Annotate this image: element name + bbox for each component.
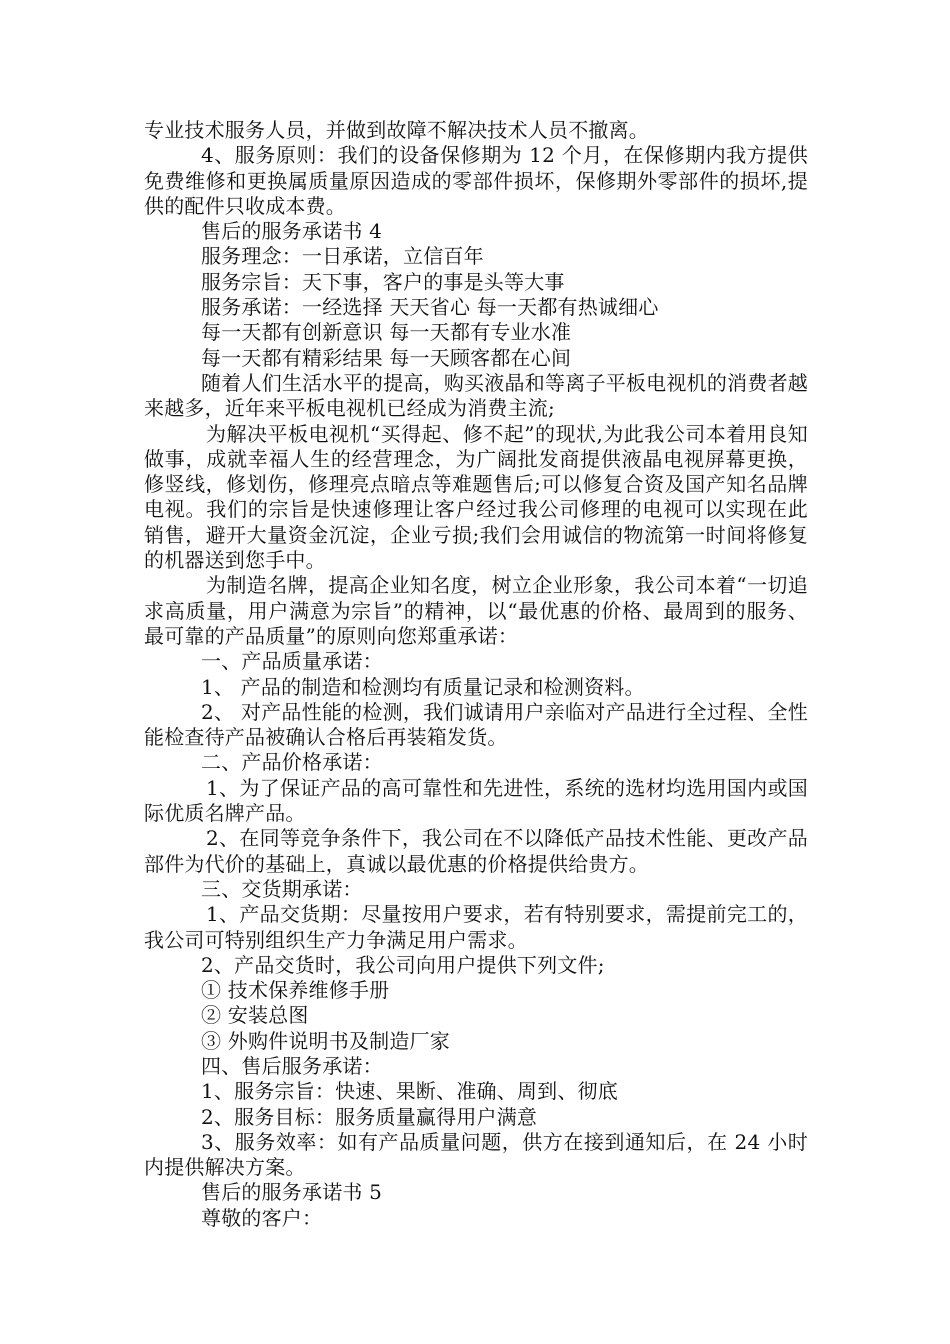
section-heading-after-sales: 四、售后服务承诺： bbox=[201, 1053, 383, 1078]
list-item-quality-2: 2、 对产品性能的检测，我们诚请用户亲临对产品进行全过程、全性能检查待产品被确认合格后再装箱发货。 bbox=[144, 699, 808, 750]
section-heading-price: 二、产品价格承诺： bbox=[201, 750, 383, 775]
list-item-after-sales-2: 2、服务目标：服务质量赢得用户满意 bbox=[201, 1104, 538, 1129]
document-list-item-3: ③ 外购件说明书及制造厂家 bbox=[201, 1028, 450, 1053]
paragraph-service-principle: 4、服务原则：我们的设备保修期为 12 个月，在保修期内我方提供免费维修和更换属质量原因造成的零部件损坏，保修期外零部件的损坏,提供的配件只收成本费。 bbox=[144, 143, 808, 218]
list-item-quality-1: 1、 产品的制造和检测均有质量记录和检测资料。 bbox=[201, 674, 645, 699]
section-heading-quality: 一、产品质量承诺： bbox=[201, 649, 383, 674]
paragraph-brand-commitment: 为制造名牌，提高企业知名度，树立企业形象，我公司本着“一切追求高质量，用户满意为宗旨”的精神，以“最优惠的价格、最周到的服务、最可靠的产品质量”的原则向您郑重承诺： bbox=[144, 573, 808, 648]
list-item-delivery-1: 1、产品交货期：尽量按用户要求，若有特别要求，需提前完工的，我公司可特别组织生产力争满足用户需求。 bbox=[144, 902, 808, 952]
section-heading-commitment-4: 售后的服务承诺书 4 bbox=[201, 219, 383, 244]
paragraph-market-background: 随着人们生活水平的提高，购买液晶和等离子平板电视机的消费者越来越多，近年来平板电视机已经成为消费主流; bbox=[144, 370, 808, 421]
document-list-item-1: ① 技术保养维修手册 bbox=[201, 978, 390, 1003]
list-item-after-sales-3: 3、服务效率：如有产品质量问题，供方在接到通知后，在 24 小时内提供解决方案。 bbox=[144, 1129, 808, 1180]
paragraph-service-philosophy: 服务理念：一日承诺，立信百年 bbox=[201, 244, 484, 269]
document-list-item-2: ② 安装总图 bbox=[201, 1003, 309, 1028]
salutation: 尊敬的客户： bbox=[201, 1205, 323, 1230]
paragraph-promise-line-2: 每一天都有创新意识 每一天都有专业水准 bbox=[201, 320, 572, 345]
list-item-delivery-2: 2、产品交货时，我公司向用户提供下列文件; bbox=[201, 952, 605, 977]
section-heading-delivery: 三、交货期承诺： bbox=[201, 876, 363, 901]
document-body bbox=[144, 118, 808, 1231]
section-heading-commitment-5: 售后的服务承诺书 5 bbox=[201, 1180, 383, 1205]
list-item-price-2: 2、在同等竞争条件下，我公司在不以降低产品技术性能、更改产品部件为代价的基础上，真诚以最优惠的价格提供给贵方。 bbox=[144, 826, 808, 876]
list-item-price-1: 1、为了保证产品的高可靠性和先进性，系统的选材均选用国内或国际优质名牌产品。 bbox=[144, 775, 808, 826]
paragraph-promise-line-3: 每一天都有精彩结果 每一天顾客都在心间 bbox=[201, 345, 572, 370]
paragraph-service-purpose: 服务宗旨：天下事，客户的事是头等大事 bbox=[201, 269, 565, 294]
paragraph-service-promise: 服务承诺：一经选择 天天省心 每一天都有热诚细心 bbox=[201, 295, 659, 320]
paragraph-repair-service: 为解决平板电视机“买得起、修不起”的现状,为此我公司本着用良知做事，成就幸福人生的经营理念，为广阔批发商提供液晶电视屏幕更换，修竖线，修划伤，修理亮点暗点等难题售后;可以修复合资及国产知名品牌电视。我们的宗旨是快速修理让客户经过我公司修理的电视可以实现在此销售，避开大量资金沉淀，企业亏损;我们会用诚信的物流第一时间将修复的机器送到您手中。 bbox=[144, 421, 808, 573]
list-item-after-sales-1: 1、服务宗旨：快速、果断、准确、周到、彻底 bbox=[201, 1079, 618, 1104]
paragraph-continuation: 专业技术服务人员，并做到故障不解决技术人员不撤离。 bbox=[144, 118, 649, 142]
